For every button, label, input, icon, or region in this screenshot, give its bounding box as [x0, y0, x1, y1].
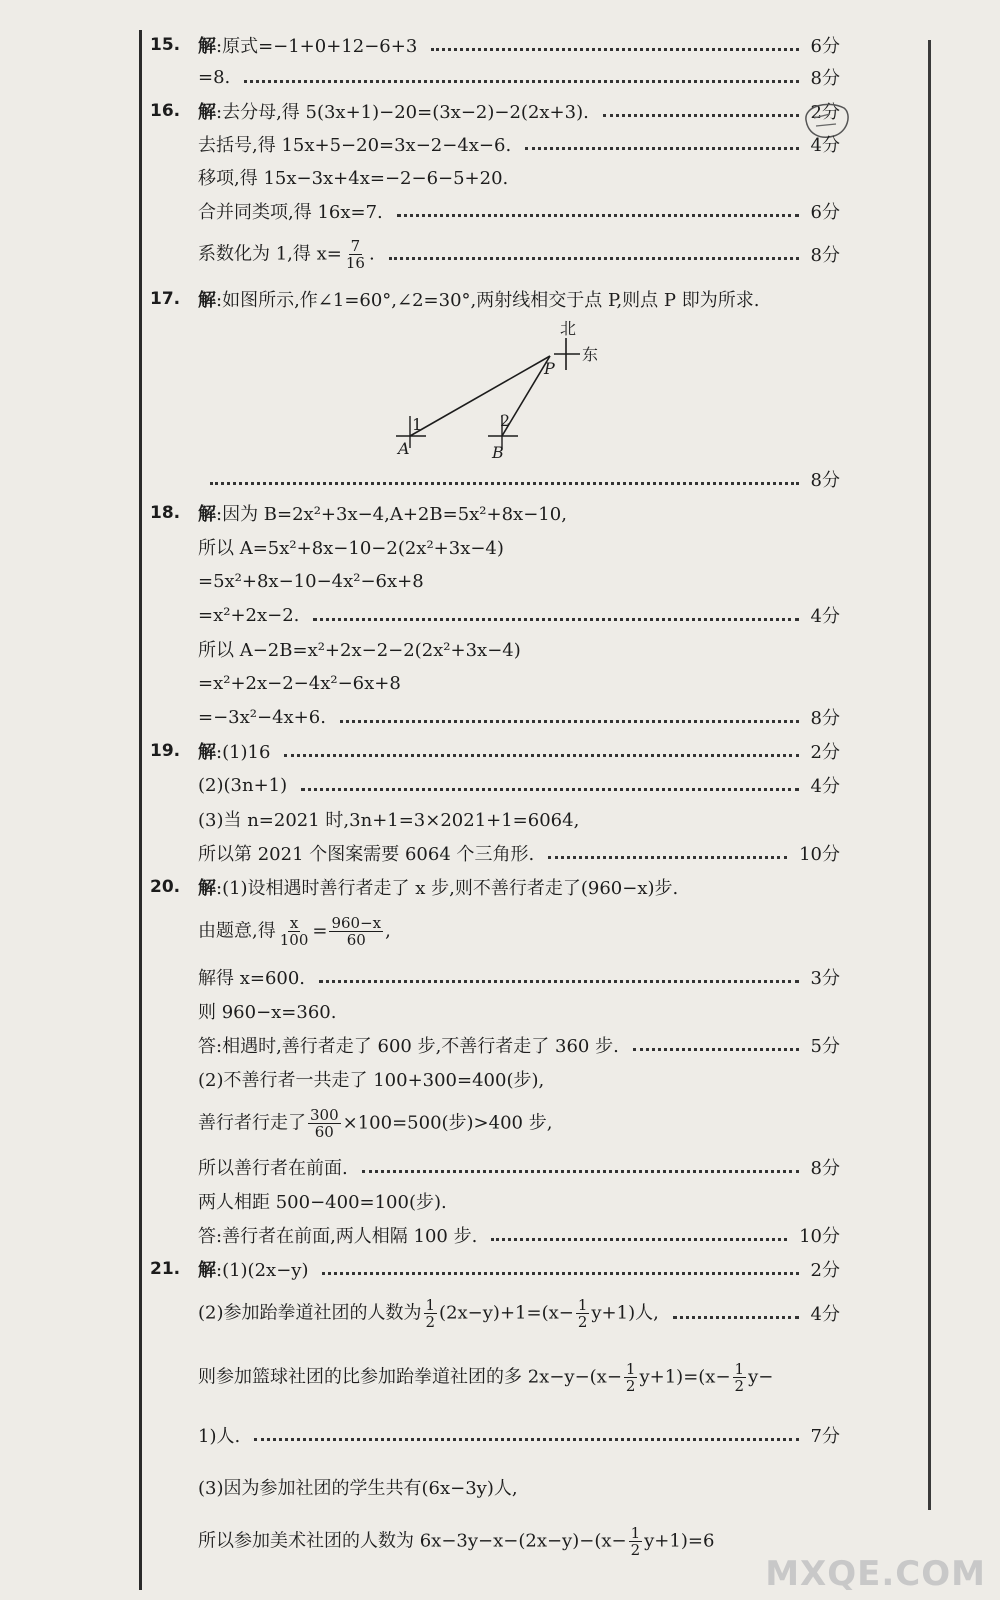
solution-text: (2)参加跆拳道社团的人数为	[198, 1302, 422, 1323]
leader-dots	[548, 856, 787, 859]
solution-text: 答:相遇时,善行者走了 600 步,不善行者走了 360 步.	[198, 1036, 619, 1057]
q18-line-5	[198, 632, 840, 666]
solution-text: =x²+2x−2−4x²−6x+8	[198, 672, 401, 694]
q16-line-1	[150, 94, 840, 128]
q20-line-8	[198, 1150, 840, 1184]
leader-dots	[397, 214, 799, 217]
score-label: 4分	[810, 776, 840, 797]
leader-dots	[313, 618, 798, 621]
q15-line-2	[198, 60, 840, 94]
solution-label: 解	[198, 742, 216, 763]
score-label: 4分	[810, 1304, 840, 1325]
leader-dots	[673, 1316, 799, 1319]
solution-text: 所以第 2021 个图案需要 6064 个三角形.	[198, 844, 535, 865]
solution-text: (2)不善行者一共走了 100+300=400(步),	[198, 1070, 545, 1091]
solution-text: :因为 B=2x²+3x−4,A+2B=5x²+8x−10,	[216, 504, 567, 525]
q19-line-3	[198, 802, 840, 836]
score-label: 6分	[810, 36, 840, 57]
solution-text: (2)(3n+1)	[198, 774, 288, 796]
solution-text: 则参加篮球社团的比参加跆拳道社团的多 2x−y−(x−	[198, 1366, 622, 1387]
question-number: 17.	[150, 289, 181, 309]
score-label: 4分	[810, 135, 840, 156]
q18-line-7	[198, 700, 840, 734]
solution-text: 所以 A−2B=x²+2x−2−2(2x²+3x−4)	[198, 640, 521, 661]
bearing-diagram	[390, 318, 630, 468]
leader-dots	[389, 257, 799, 260]
leader-dots	[633, 1048, 799, 1051]
solution-text: 两人相距 500−400=100(步).	[198, 1192, 447, 1213]
solution-text: :(1)设相遇时善行者走了 x 步,则不善行者走了(960−x)步.	[216, 878, 679, 899]
q21-line-3: 则参加篮球社团的比参加跆拳道社团的多 2x−y−(x− $\frac{1}{2}$ y+1)=(x− $\frac{1}{2}$ y−	[198, 1359, 774, 1395]
solution-text: 1)人.	[198, 1426, 241, 1447]
point-a-label: A	[398, 439, 410, 458]
score-label: 2分	[810, 742, 840, 763]
solution-text: =5x²+8x−10−4x²−6x+8	[198, 570, 424, 592]
solution-text: :(1)(2x−y)	[216, 1260, 309, 1281]
solution-text: 所以善行者在前面.	[198, 1158, 348, 1179]
leader-dots	[603, 114, 799, 117]
score-label: 7分	[810, 1426, 840, 1447]
q19-line-1	[150, 734, 840, 768]
score-label: 4分	[810, 606, 840, 627]
solution-text: :(1)16	[216, 742, 271, 763]
leader-dots	[340, 720, 799, 723]
q18-line-3	[198, 564, 840, 598]
q20-line-7: 善行者行走了 $\frac{300}{60}$ ×100=500(步)>400 步,	[198, 1105, 553, 1141]
solution-text: :去分母,得 5(3x+1)−20=(3x−2)−2(2x+3).	[216, 102, 589, 123]
angle-1-label: 1	[412, 415, 423, 434]
fraction: $\frac{1}{2}$	[625, 1359, 636, 1395]
question-number: 21.	[150, 1259, 181, 1279]
leader-dots	[284, 754, 798, 757]
q16-line-3	[198, 160, 840, 194]
fraction: $\frac{300}{60}$	[310, 1105, 339, 1141]
leader-dots	[244, 80, 798, 83]
q20-line-5	[198, 1028, 840, 1062]
fraction: $\frac{x}{100}$	[279, 913, 309, 949]
fraction: $\frac{1}{2}$	[577, 1295, 588, 1331]
q19-line-2	[198, 768, 840, 802]
q20-line-10	[198, 1218, 840, 1252]
leader-dots	[525, 147, 798, 150]
solution-text: 答:善行者在前面,两人相隔 100 步.	[198, 1226, 478, 1247]
solution-label: 解	[198, 36, 216, 57]
q18-line-2	[198, 530, 840, 564]
fraction: $\frac{960-x}{60}$	[331, 913, 382, 949]
leader-dots	[210, 482, 799, 485]
q21-line-5	[198, 1470, 840, 1504]
point-b-label: B	[492, 443, 504, 462]
solution-text: (3)当 n=2021 时,3n+1=3×2021+1=6064,	[198, 810, 580, 831]
watermark: MXQE.COM	[765, 1554, 986, 1594]
question-number: 18.	[150, 503, 181, 523]
point-p-label: P	[544, 359, 555, 378]
score-label: 10分	[799, 1226, 840, 1247]
score-label: 2分	[810, 102, 840, 123]
leader-dots	[431, 48, 798, 51]
q18-line-4	[198, 598, 840, 632]
solution-text: 所以参加美术社团的人数为 6x−3y−x−(2x−y)−(x−	[198, 1530, 627, 1551]
left-margin-rule	[139, 30, 142, 1590]
score-label: 2分	[810, 1260, 840, 1281]
solution-text: 去括号,得 15x+5−20=3x−2−4x−6.	[198, 135, 512, 156]
q17-line-1	[150, 282, 840, 316]
q20-line-3	[198, 960, 840, 994]
score-label: 10分	[799, 844, 840, 865]
q16-line-4	[198, 194, 840, 228]
q16-line-2	[198, 127, 840, 161]
question-number: 19.	[150, 741, 181, 761]
q20-line-1	[150, 870, 840, 904]
solution-text: 善行者行走了	[198, 1112, 306, 1133]
q16-line-5: 系数化为 1,得 x= $\frac{7}{16}$ . 8分	[198, 236, 840, 272]
score-label: 8分	[810, 470, 840, 491]
question-number: 20.	[150, 877, 181, 897]
q18-line-6	[198, 666, 840, 700]
angle-2-label: 2	[500, 411, 511, 430]
q19-line-4	[198, 836, 840, 870]
score-label: 8分	[810, 68, 840, 89]
q21-line-6: 所以参加美术社团的人数为 6x−3y−x−(2x−y)−(x− $\frac{1}{2}$ y+1)=6	[198, 1523, 715, 1559]
solution-text: =−3x²−4x+6.	[198, 706, 326, 728]
solution-label: 解	[198, 878, 216, 899]
score-label: 3分	[810, 968, 840, 989]
leader-dots	[362, 1170, 799, 1173]
fraction: $\frac{1}{2}$	[734, 1359, 745, 1395]
solution-text: =x²+2x−2.	[198, 604, 300, 626]
score-label: 8分	[810, 1158, 840, 1179]
score-label: 8分	[810, 245, 840, 266]
solution-text: 由题意,得	[198, 920, 276, 941]
q20-line-6	[198, 1062, 840, 1096]
fraction: $\frac{1}{2}$	[630, 1523, 641, 1559]
q15-line-1	[150, 28, 840, 62]
q20-line-4	[198, 994, 840, 1028]
q21-line-2: (2)参加跆拳道社团的人数为 $\frac{1}{2}$ (2x−y)+1=(x− $\frac{1}{2}$ y+1)人, 4分	[198, 1295, 840, 1331]
east-label: 东	[582, 345, 599, 364]
q20-line-2: 由题意,得 $\frac{x}{100}$ = $\frac{960-x}{60}$ ,	[198, 913, 391, 949]
solution-text: :如图所示,作∠1=60°,∠2=30°,两射线相交于点 P,则点 P 即为所求.	[216, 290, 760, 311]
score-label: 5分	[810, 1036, 840, 1057]
question-number: 15.	[150, 35, 181, 55]
solution-text: 所以 A=5x²+8x−10−2(2x²+3x−4)	[198, 538, 504, 559]
solution-text: 移项,得 15x−3x+4x=−2−6−5+20.	[198, 168, 509, 189]
leader-dots	[322, 1272, 798, 1275]
q18-line-1	[150, 496, 840, 530]
question-number: 16.	[150, 101, 181, 121]
fraction: $\frac{7}{16}$	[345, 236, 365, 272]
solution-text: 系数化为 1,得 x=	[198, 243, 342, 264]
solution-label: 解	[198, 290, 216, 311]
leader-dots	[301, 788, 798, 791]
solution-label: 解	[198, 102, 216, 123]
leader-dots	[254, 1438, 798, 1441]
solution-text: (3)因为参加社团的学生共有(6x−3y)人,	[198, 1478, 518, 1499]
q20-line-9	[198, 1184, 840, 1218]
q21-line-1	[150, 1252, 840, 1286]
leader-dots	[491, 1238, 787, 1241]
fraction: $\frac{1}{2}$	[425, 1295, 436, 1331]
solution-text: 则 960−x=360.	[198, 1002, 337, 1023]
ray-from-a	[410, 356, 550, 436]
north-label: 北	[560, 319, 577, 338]
score-label: 6分	[810, 202, 840, 223]
q17-score-line	[198, 462, 840, 496]
solution-text: =8.	[198, 66, 231, 88]
solution-label: 解	[198, 504, 216, 525]
solution-text: 解得 x=600.	[198, 968, 306, 989]
solution-label: 解	[198, 1260, 216, 1281]
q21-line-4	[198, 1418, 840, 1452]
leader-dots	[319, 980, 799, 983]
score-label: 8分	[810, 708, 840, 729]
solution-text: :原式=−1+0+12−6+3	[216, 36, 418, 57]
solution-text: 合并同类项,得 16x=7.	[198, 202, 383, 223]
right-margin-rule	[928, 40, 931, 1510]
